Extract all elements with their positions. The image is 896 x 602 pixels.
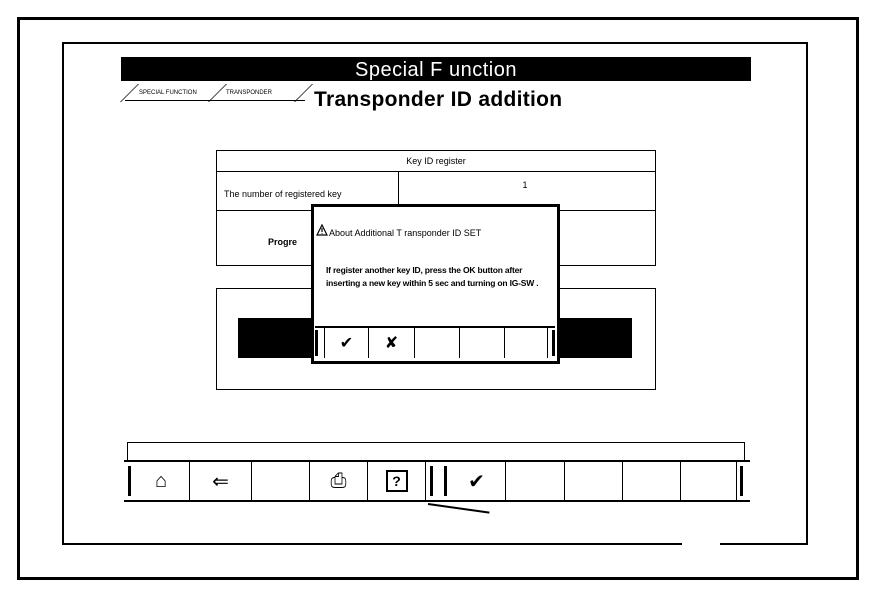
print-button[interactable] xyxy=(310,462,368,500)
table-header: Key ID register xyxy=(216,150,656,172)
toolbar-divider xyxy=(430,466,433,496)
check-icon: ✔ xyxy=(339,335,354,352)
inner-frame-bottom-right xyxy=(720,543,808,545)
home-icon: ⌂ xyxy=(154,469,168,492)
inner-frame-bottom xyxy=(62,543,682,545)
progress-label: Progre xyxy=(268,237,298,247)
dialog-title: About Additional T ransponder ID SET xyxy=(329,228,482,238)
warning-icon xyxy=(316,224,328,236)
print-icon: ⎙ xyxy=(330,469,347,492)
status-line xyxy=(127,442,745,460)
dialog-empty-button[interactable] xyxy=(504,328,548,358)
home-button[interactable] xyxy=(133,462,190,500)
toolbar-empty-button[interactable] xyxy=(506,462,565,500)
ok-icon: ✔ xyxy=(468,470,485,493)
toolbar-edge-left xyxy=(128,466,131,496)
window-title: Special F unction xyxy=(355,59,517,81)
inner-frame-right xyxy=(806,42,808,545)
dialog-cancel-button[interactable] xyxy=(368,328,414,358)
breadcrumb-special-function[interactable]: SPECIAL FUNCTION xyxy=(139,90,197,96)
toolbar-empty-button[interactable] xyxy=(681,462,737,500)
toolbar-empty-button[interactable] xyxy=(252,462,310,500)
dialog-body: If register another key ID, press the OK button after inserting a new key within 5 sec and turning on IG-SW . xyxy=(326,265,539,288)
dialog-empty-button[interactable] xyxy=(414,328,459,358)
registered-key-label: The number of registered key xyxy=(224,189,342,199)
ok-button[interactable] xyxy=(448,462,506,500)
toolbar-empty-button[interactable] xyxy=(565,462,623,500)
breadcrumb-transponder[interactable]: TRANSPONDER xyxy=(226,90,273,96)
toolbar-empty-button[interactable] xyxy=(623,462,681,500)
help-button[interactable] xyxy=(368,462,426,500)
action-block-left[interactable] xyxy=(238,318,320,358)
dialog-bar-edge-right xyxy=(552,330,555,356)
dialog-empty-button[interactable] xyxy=(459,328,504,358)
dialog-ok-button[interactable] xyxy=(324,328,368,358)
registered-key-count: 1 xyxy=(522,180,528,190)
help-icon: ? xyxy=(386,470,408,492)
toolbar-divider xyxy=(444,466,447,496)
back-icon: ⇐ xyxy=(212,470,229,493)
back-button[interactable] xyxy=(190,462,252,500)
page-title: Transponder ID addition xyxy=(314,88,563,111)
cancel-icon: ✘ xyxy=(384,335,399,352)
toolbar-edge-right xyxy=(740,466,743,496)
dialog-bar-edge-left xyxy=(315,330,318,356)
inner-frame-left xyxy=(62,42,64,545)
inner-frame-top xyxy=(62,42,808,44)
action-block-right[interactable] xyxy=(556,318,632,358)
